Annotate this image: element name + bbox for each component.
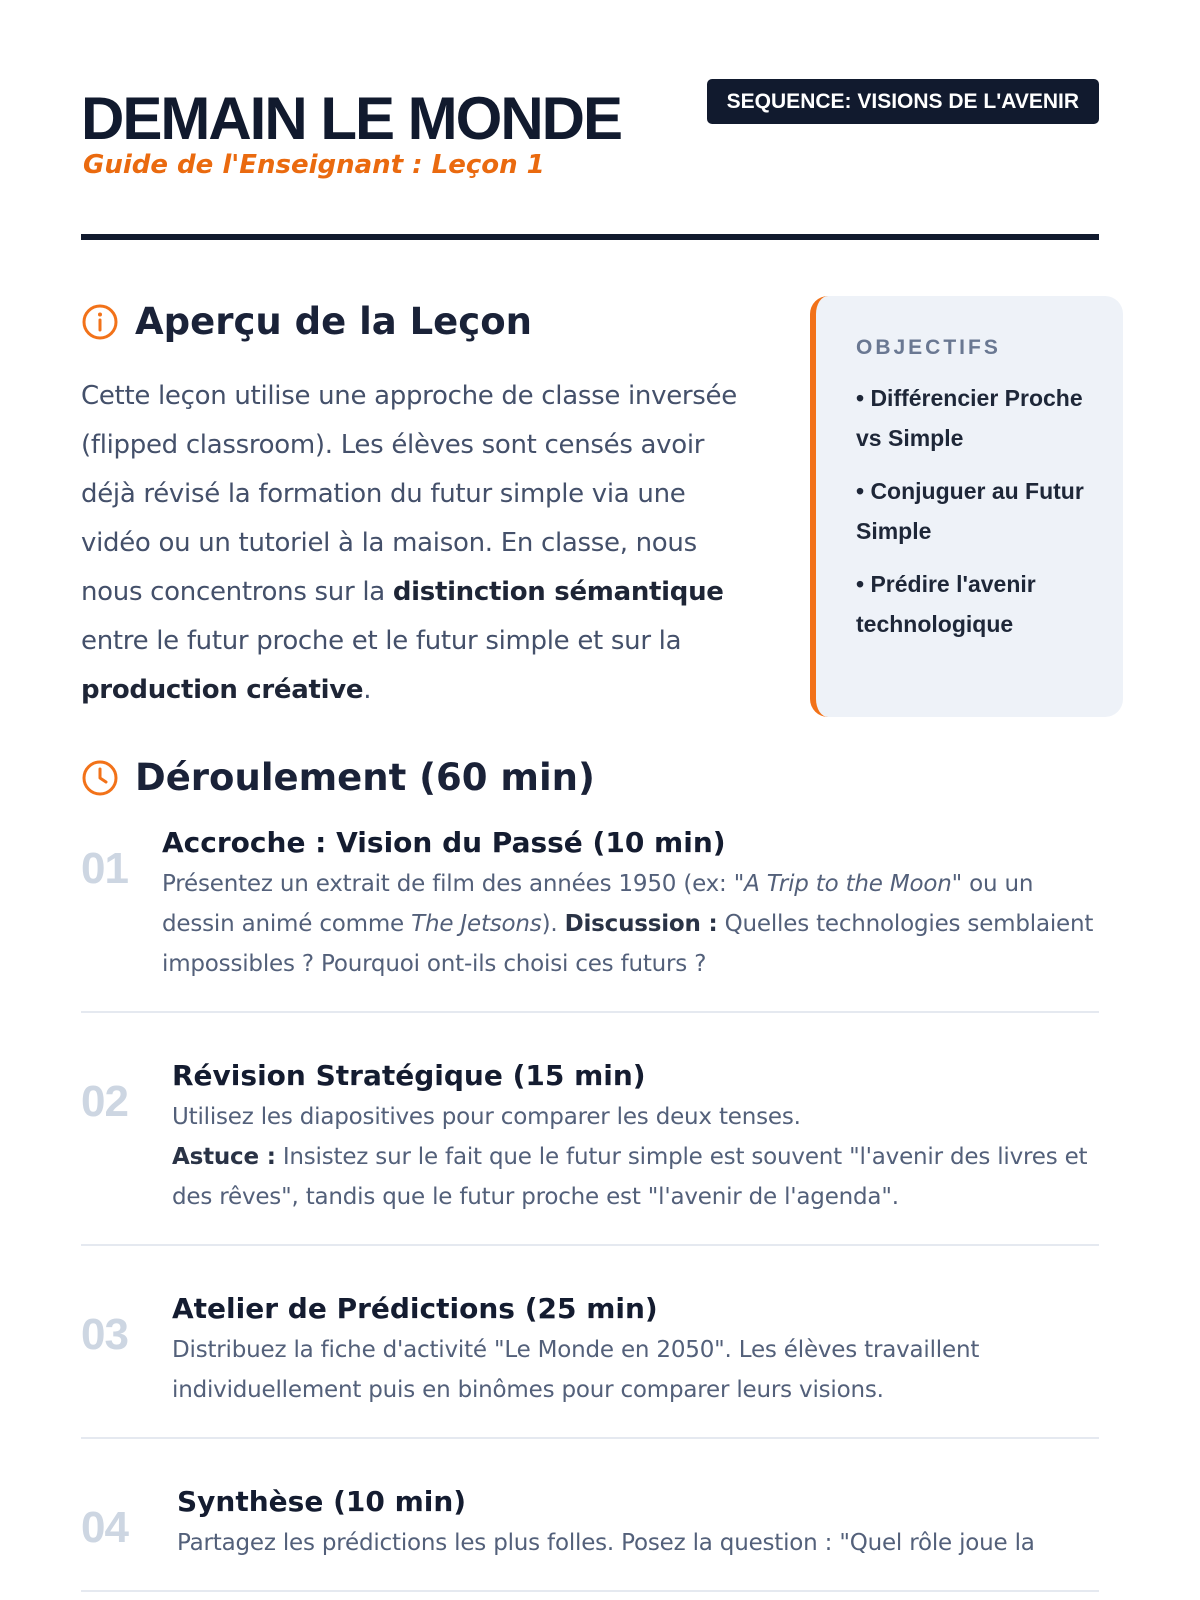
step-description: Présentez un extrait de film des années 1950 (ex: "A Trip to the Moon" ou un dessin animé comme The Jetsons). Discussion : Quelles technologies semblaient impossibles ? Pourquoi ont-ils choisi ces futurs ? bbox=[162, 871, 1094, 977]
step-description: Distribuez la fiche d'activité "Le Monde en 2050". Les élèves travaillent individuellement puis en binômes pour comparer leurs visions. bbox=[172, 1337, 980, 1403]
objectives-heading: OBJECTIFS bbox=[856, 336, 1001, 359]
clock-icon bbox=[81, 759, 119, 797]
step-description: Partagez les prédictions les plus folles. Posez la question : "Quel rôle joue la bbox=[177, 1530, 1035, 1556]
objectives-card bbox=[810, 296, 1123, 717]
timeline-step bbox=[81, 824, 1099, 1013]
info-icon bbox=[81, 303, 119, 341]
step-body bbox=[172, 1057, 1099, 1217]
step-title: Révision Stratégique (15 min) bbox=[172, 1059, 646, 1092]
timeline-heading-row bbox=[81, 756, 595, 799]
step-number: 02 bbox=[81, 1077, 128, 1126]
step-body bbox=[172, 1290, 1099, 1410]
overview-section bbox=[81, 244, 1099, 724]
timeline-step bbox=[81, 1290, 1099, 1439]
overview-text: Cette leçon utilise une approche de classe inversée (flipped classroom). Les élèves sont censés avoir déjà révisé la formation du futur simple via une vidéo ou un tutoriel à la maison. En classe, nous nous concentrons sur la distinction sémantique entre le futur proche et le futur simple et sur la production créative. bbox=[81, 381, 737, 705]
timeline-steps bbox=[81, 824, 1099, 1600]
step-title: Synthèse (10 min) bbox=[177, 1485, 467, 1518]
overview-bold-semantic: distinction sémantique bbox=[392, 577, 724, 607]
sequence-badge: SEQUENCE: VISIONS DE L'AVENIR bbox=[707, 79, 1099, 124]
objectives-list bbox=[856, 378, 1103, 644]
step-number: 01 bbox=[81, 844, 128, 893]
overview-bold-creative: production créative bbox=[81, 675, 364, 705]
step-title: Atelier de Prédictions (25 min) bbox=[172, 1292, 658, 1325]
timeline-heading: Déroulement (60 min) bbox=[135, 756, 595, 799]
objective-item: • Différencier Proche vs Simple bbox=[856, 385, 1083, 451]
page-subtitle: Guide de l'Enseignant : Leçon 1 bbox=[83, 150, 545, 180]
header-divider bbox=[81, 234, 1099, 240]
step-body bbox=[177, 1483, 1035, 1563]
page-title: DEMAIN LE MONDE bbox=[81, 85, 621, 152]
objective-item: • Prédire l'avenir technologique bbox=[856, 571, 1036, 637]
step-number: 03 bbox=[81, 1310, 128, 1359]
step-body bbox=[162, 824, 1099, 984]
timeline-step bbox=[81, 1057, 1099, 1246]
page-header bbox=[81, 0, 1099, 244]
overview-heading-row bbox=[81, 300, 532, 343]
step-title: Accroche : Vision du Passé (10 min) bbox=[162, 826, 726, 859]
step-number: 04 bbox=[81, 1503, 128, 1552]
objective-item: • Conjuguer au Futur Simple bbox=[856, 478, 1084, 544]
overview-heading: Aperçu de la Leçon bbox=[135, 300, 532, 343]
timeline-step bbox=[81, 1483, 1099, 1592]
step-description: Utilisez les diapositives pour comparer les deux tenses. Astuce : Insistez sur le fait que le futur simple est souvent "l'avenir des livres et des rêves", tandis que le futur proche est "l'avenir de l'agenda". bbox=[172, 1104, 1088, 1210]
